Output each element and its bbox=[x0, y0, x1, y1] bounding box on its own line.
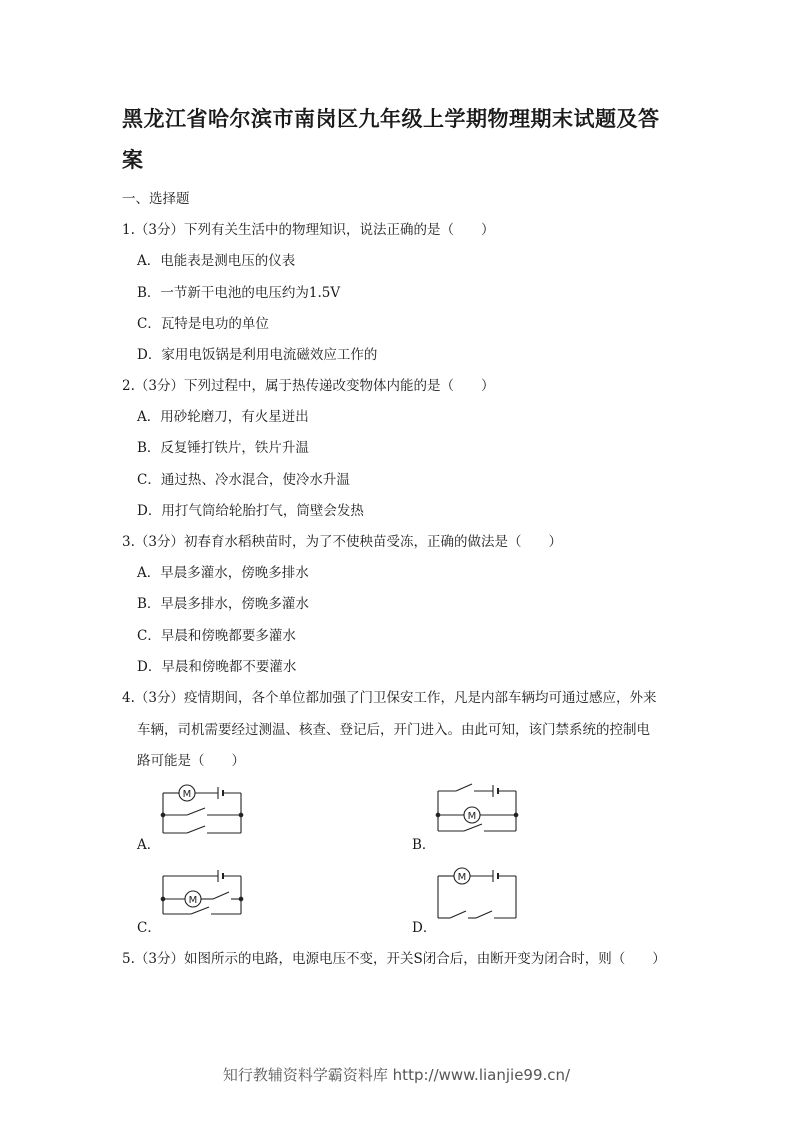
circuit-a-label: A． bbox=[137, 837, 161, 853]
circuit-a-diagram bbox=[155, 778, 255, 840]
question-2-option-b: B．反复锤打铁片，铁片升温 bbox=[137, 440, 309, 456]
circuit-c-diagram bbox=[155, 864, 255, 924]
question-3-option-d: D．早晨和傍晚都不要灌水 bbox=[137, 659, 297, 675]
question-5-stem: 5.（3分）如图所示的电路，电源电压不变，开关S闭合后，由断开变为闭合时，则（ ） bbox=[122, 951, 666, 967]
svg-text:M: M bbox=[467, 811, 477, 822]
question-4-stem-line3: 路可能是（ ） bbox=[137, 753, 245, 769]
circuit-d-diagram bbox=[430, 862, 530, 926]
question-1-option-c: C．瓦特是电功的单位 bbox=[137, 316, 269, 332]
svg-text:M: M bbox=[457, 872, 467, 883]
question-1-stem: 1.（3分）下列有关生活中的物理知识，说法正确的是（ ） bbox=[122, 222, 495, 238]
question-2-option-c: C．通过热、冷水混合，使冷水升温 bbox=[137, 472, 350, 488]
section-heading: 一、选择题 bbox=[122, 191, 190, 207]
circuit-b-diagram bbox=[430, 778, 530, 840]
question-2-option-d: D．用打气筒给轮胎打气，筒壁会发热 bbox=[137, 503, 364, 519]
question-2-stem: 2.（3分）下列过程中，属于热传递改变物体内能的是（ ） bbox=[122, 378, 495, 394]
circuit-d-label: D． bbox=[412, 920, 437, 936]
svg-text:M: M bbox=[188, 895, 198, 906]
question-2-option-a: A．用砂轮磨刀，有火星迸出 bbox=[137, 409, 309, 425]
page-title-line2: 案 bbox=[122, 148, 144, 172]
question-3-stem: 3.（3分）初春育水稻秧苗时，为了不使秧苗受冻，正确的做法是（ ） bbox=[122, 534, 562, 550]
question-3-option-c: C．早晨和傍晚都要多灌水 bbox=[137, 628, 296, 644]
question-3-option-a: A．早晨多灌水，傍晚多排水 bbox=[137, 565, 309, 581]
page-title-line1: 黑龙江省哈尔滨市南岗区九年级上学期物理期末试题及答 bbox=[122, 107, 660, 131]
circuit-c-label: C． bbox=[137, 920, 161, 936]
question-1-option-d: D．家用电饭锅是利用电流磁效应工作的 bbox=[137, 347, 378, 363]
question-4-stem-line1: 4.（3分）疫情期间，各个单位都加强了门卫保安工作，凡是内部车辆均可通过感应，外来 bbox=[122, 690, 657, 706]
question-1-option-b: B．一节新干电池的电压约为1.5V bbox=[137, 285, 341, 301]
svg-text:M: M bbox=[182, 789, 192, 800]
question-1-option-a: A．电能表是测电压的仪表 bbox=[137, 253, 296, 269]
circuit-b-label: B． bbox=[412, 837, 436, 853]
footer-watermark[interactable]: 知行教辅资料学霸资料库 http://www.lianjie99.cn/ bbox=[222, 1066, 571, 1084]
question-3-option-b: B．早晨多排水，傍晚多灌水 bbox=[137, 596, 309, 612]
question-4-stem-line2: 车辆，司机需要经过测温、核查、登记后，开门进入。由此可知，该门禁系统的控制电 bbox=[137, 722, 650, 738]
